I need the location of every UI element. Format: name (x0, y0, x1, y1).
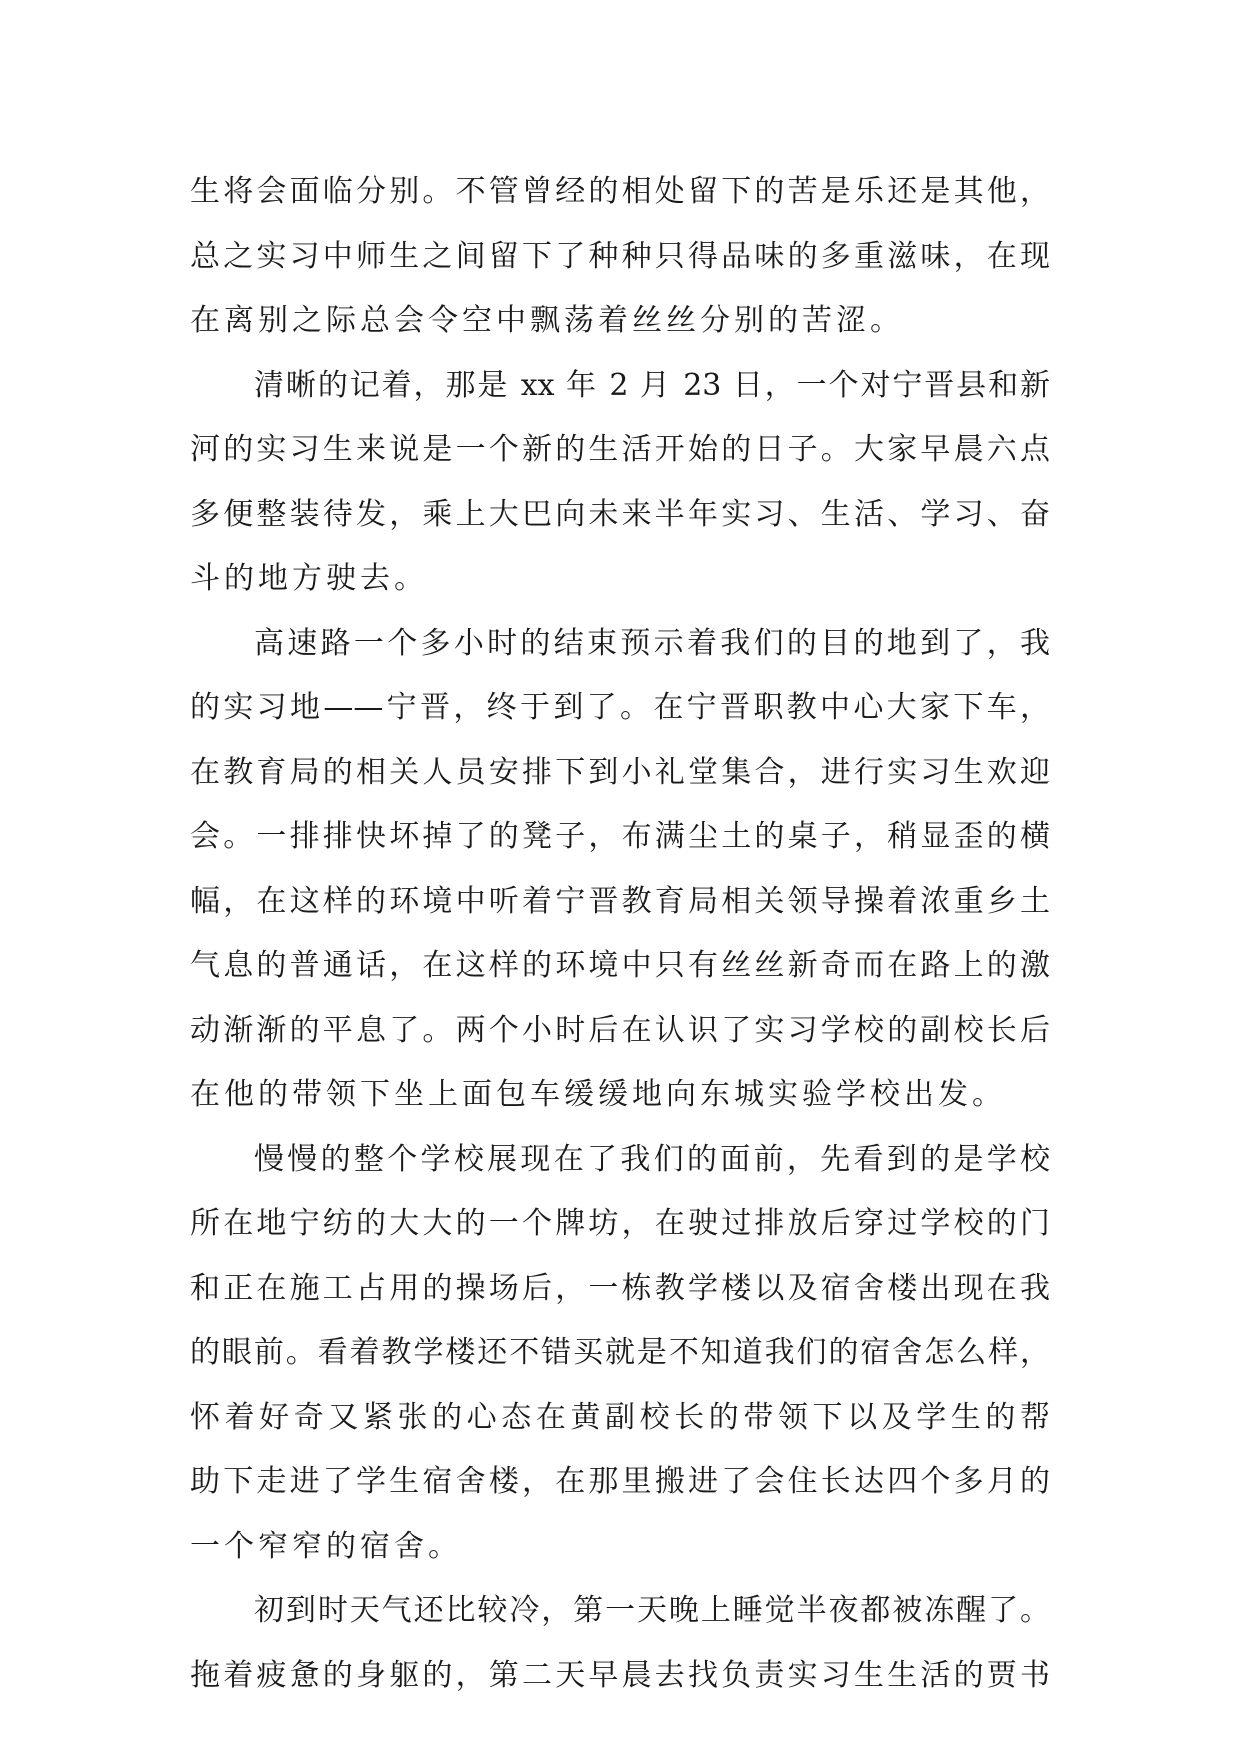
text-line: 一个窄窄的宿舍。 (190, 1528, 462, 1564)
text-line: 斗的地方驶去。 (190, 561, 428, 596)
text-line: 慢慢的整个学校展现在了我们的面前，先看到的是学校 (254, 1141, 1050, 1177)
text-line: 所在地宁纺的大大的一个牌坊，在驶过排放后穿过学校的门 (190, 1206, 1050, 1241)
text-line: 在教育局的相关人员安排下到小礼堂集合，进行实习生欢迎 (190, 754, 1050, 790)
text-line: 动渐渐的平息了。两个小时后在认识了实习学校的副校长后 (190, 1012, 1050, 1048)
text-line: 生将会面临分别。不管曾经的相处留下的苦是乐还是其他， (190, 174, 1050, 209)
text-line: 拖着疲惫的身躯的，第二天早晨去找负责实习生生活的贾书 (190, 1657, 1050, 1693)
text-line: 在离别之际总会令空中飘荡着丝丝分别的苦涩。 (190, 303, 904, 338)
text-line: 河的实习生来说是一个新的生活开始的日子。大家早晨六点 (190, 432, 1050, 467)
text-line: 的实习地——宁晋，终于到了。在宁晋职教中心大家下车， (190, 690, 1050, 725)
text-line: 气息的普通话，在这样的环境中只有丝丝新奇而在路上的激 (190, 948, 1050, 983)
text-line: 幅，在这样的环境中听着宁晋教育局相关领导操着浓重乡土 (190, 883, 1050, 919)
text-line: 多便整装待发，乘上大巴向未来半年实习、生活、学习、奋 (190, 496, 1050, 532)
text-line: 高速路一个多小时的结束预示着我们的目的地到了，我 (254, 625, 1050, 661)
text-line: 初到时天气还比较冷，第一天晚上睡觉半夜都被冻醒了。 (254, 1593, 1050, 1628)
text-line: 和正在施工占用的操场后，一栋教学楼以及宿舍楼出现在我 (190, 1270, 1050, 1306)
body-text (190, 160, 1050, 1708)
text-line: 助下走进了学生宿舍楼，在那里搬进了会住长达四个多月的 (190, 1464, 1050, 1499)
text-line: 怀着好奇又紧张的心态在黄副校长的带领下以及学生的帮 (190, 1399, 1050, 1435)
text-line: 总之实习中师生之间留下了种种只得品味的多重滋味，在现 (190, 238, 1050, 274)
text-line: 的眼前。看着教学楼还不错买就是不知道我们的宿舍怎么样， (190, 1335, 1050, 1370)
text-line: 在他的带领下坐上面包车缓缓地向东城实验学校出发。 (190, 1077, 1006, 1112)
text-line: 清晰的记着，那是 xx 年 2 月 23 日，一个对宁晋县和新 (254, 367, 1050, 403)
text-line: 会。一排排快坏掉了的凳子，布满尘土的桌子，稍显歪的横 (190, 819, 1050, 854)
